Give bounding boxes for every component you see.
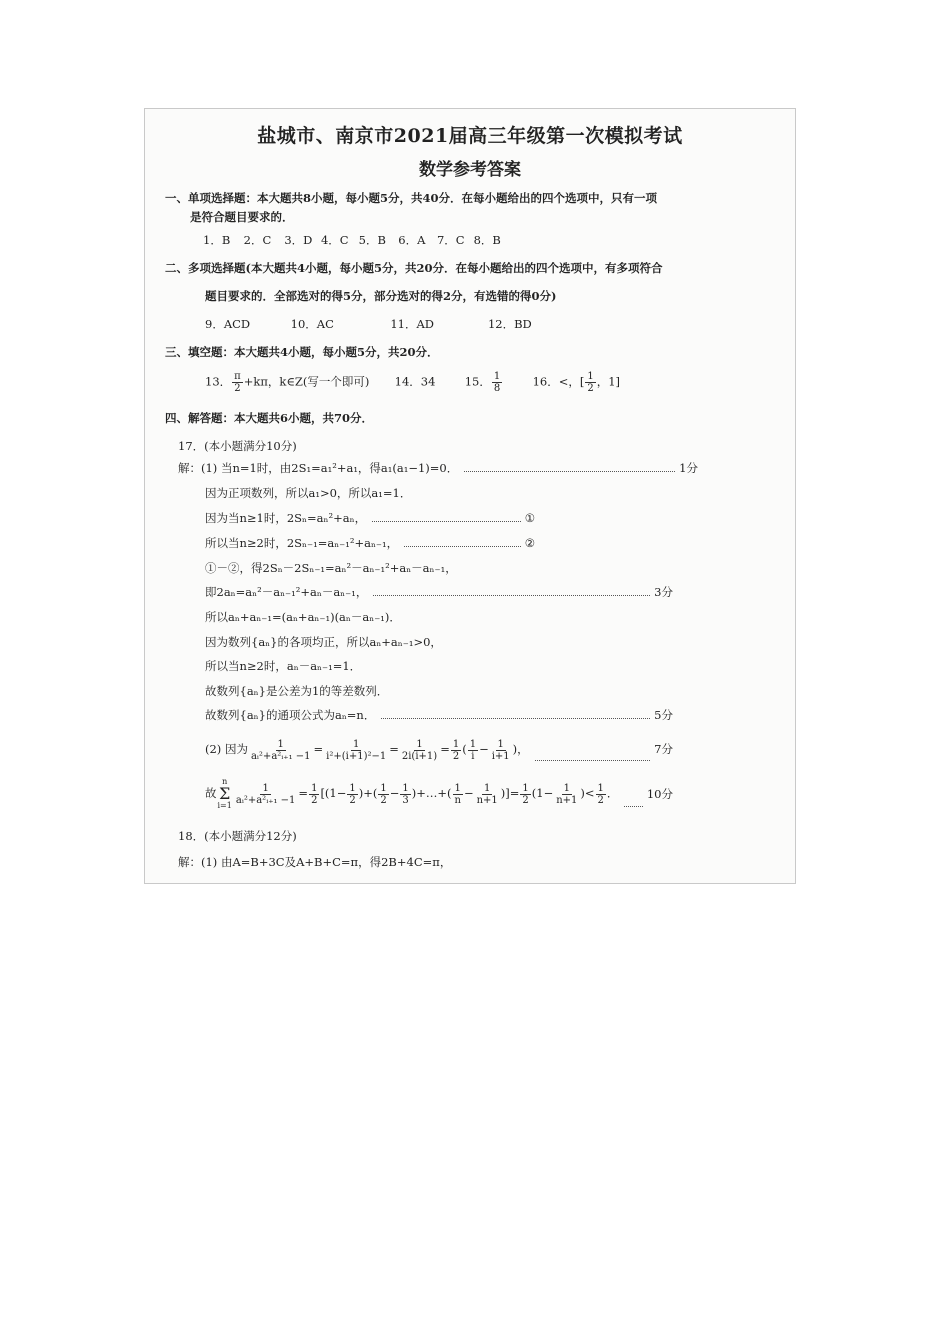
answer-3: 3．D [284, 233, 313, 247]
q13-fraction: $\frac{\pi}{2}$ [234, 371, 241, 394]
leader-dots [381, 718, 650, 719]
exam-title: 盐城市、南京市2021届高三年级第一次模拟考试 [257, 125, 683, 147]
q15-fraction: $\frac{1}{8}$ [493, 371, 501, 394]
section1-answers [203, 233, 501, 247]
answer-11: 11．AD [390, 317, 434, 331]
q14-answer: 14．34 [394, 374, 436, 389]
answer-2: 2．C [243, 233, 272, 247]
fill-blank-answers [205, 371, 620, 394]
answer-sheet [144, 108, 796, 884]
answer-5: 5．B [358, 233, 386, 247]
section3-heading: 三、填空题：本大题共4小题，每小题5分，共20分． [165, 345, 439, 359]
leader-dots [372, 521, 521, 522]
answer-7: 7．C [436, 233, 465, 247]
q17-part3: 故 n Σ i=1 $\frac{1}{\text{aᵢ²+a²ᵢ₊₁ −1}}$ = $\frac{1}{2}$ [(1− $\frac{1}{2}$ )+( $\frac{1}{2}$ − $\frac{1}{3}$ )+…+( $\frac{1}{n}$ − $\frac{1}{n+1}$ )]= $\frac{1}{2}$ (1− $\frac{1}{n+1}$ )< $\frac{1}{2}$ ． 10分 [205, 777, 673, 810]
leader-dots [404, 546, 521, 547]
score-3: 3分 [654, 585, 673, 599]
score-5: 5分 [654, 708, 673, 722]
q17-line2: 因为正项数列，所以a₁>0，所以a₁=1． [205, 486, 412, 500]
equation-marker-1: ① [524, 511, 535, 525]
score-10: 10分 [646, 787, 673, 801]
q13-rest: +kπ，k∈Z(写一个即可) [243, 374, 370, 389]
section2-answers [205, 317, 532, 331]
section2-heading: 二、多项选择题(本大题共4小题，每小题5分，共20分．在每小题给出的四个选项中，有多项符合 [165, 261, 663, 275]
answer-1: 1．B [203, 233, 231, 247]
score-1: 1分 [679, 461, 698, 475]
q17-line5: ①－②，得2Sₙ－2Sₙ₋₁=aₙ²－aₙ₋₁²+aₙ－aₙ₋₁， [205, 561, 457, 575]
q16-rest: ，1] [596, 374, 621, 389]
q17-line6: 即2aₙ=aₙ²－aₙ₋₁²+aₙ－aₙ₋₁， 3分 [205, 585, 673, 599]
leader-dots [464, 471, 675, 472]
answer-10: 10．AC [290, 317, 334, 331]
score-7: 7分 [654, 742, 673, 756]
q17-line4: 所以当n≥2时，2Sₙ₋₁=aₙ₋₁²+aₙ₋₁， ② [205, 536, 535, 550]
answer-12: 12．BD [487, 317, 532, 331]
q16-fraction: $\frac{1}{2}$ [587, 371, 594, 394]
section4-heading: 四、解答题：本大题共6小题，共70分． [165, 411, 374, 425]
section1-heading-cont: 是符合题目要求的． [190, 210, 294, 224]
q17-line10: 故数列{aₙ}是公差为1的等差数列． [205, 684, 389, 698]
exam-subtitle: 数学参考答案 [419, 160, 521, 180]
equation-marker-2: ② [524, 536, 535, 550]
q17-heading: 17．(本小题满分10分) [178, 439, 297, 453]
leader-dots [624, 806, 642, 807]
q17-part2: (2) 因为 $\frac{1}{\text{aᵢ²+a²ᵢ₊₁ −1}}$ = $\frac{1}{\text{i²+(i+1)²−1}}$ = $\frac{1}{2i(i+1)}$ = $\frac{1}{2}$ ( $\frac{1}{i}$ − $\frac{1}{i+1}$ )， 7分 [205, 734, 673, 764]
section2-heading-cont: 题目要求的．全部选对的得5分，部分选对的得2分，有选错的得0分) [205, 289, 557, 303]
q18-heading: 18．(本小题满分12分) [178, 829, 297, 843]
q17-line3: 因为当n≥1时，2Sₙ=aₙ²+aₙ， ① [205, 511, 535, 525]
sum-symbol: n Σ i=1 [217, 777, 232, 810]
q15-label: 15． [464, 374, 491, 389]
q16-label: 16．<，[ [532, 374, 585, 389]
q17-line9: 所以当n≥2时，aₙ－aₙ₋₁=1． [205, 659, 362, 673]
answer-9: 9．ACD [205, 317, 251, 331]
q17-line11: 故数列{aₙ}的通项公式为aₙ=n． 5分 [205, 708, 673, 722]
leader-dots [535, 760, 651, 761]
q13-label: 13． [205, 374, 232, 389]
q17-line1: 解：(1) 当n=1时，由2S₁=a₁²+a₁，得a₁(a₁−1)=0． 1分 [178, 461, 698, 475]
answer-8: 8．B [473, 233, 501, 247]
answer-4: 4．C [320, 233, 349, 247]
leader-dots [373, 595, 650, 596]
q17-line8: 因为数列{aₙ}的各项均正，所以aₙ+aₙ₋₁>0， [205, 635, 442, 649]
answer-6: 6．A [398, 233, 426, 247]
q18-line1: 解：(1) 由A=B+3C及A+B+C=π，得2B+4C=π， [178, 855, 452, 869]
section1-heading: 一、单项选择题：本大题共8小题，每小题5分，共40分．在每小题给出的四个选项中，只有一项 [165, 191, 658, 205]
q17-line7: 所以aₙ+aₙ₋₁=(aₙ+aₙ₋₁)(aₙ－aₙ₋₁)． [205, 610, 401, 624]
